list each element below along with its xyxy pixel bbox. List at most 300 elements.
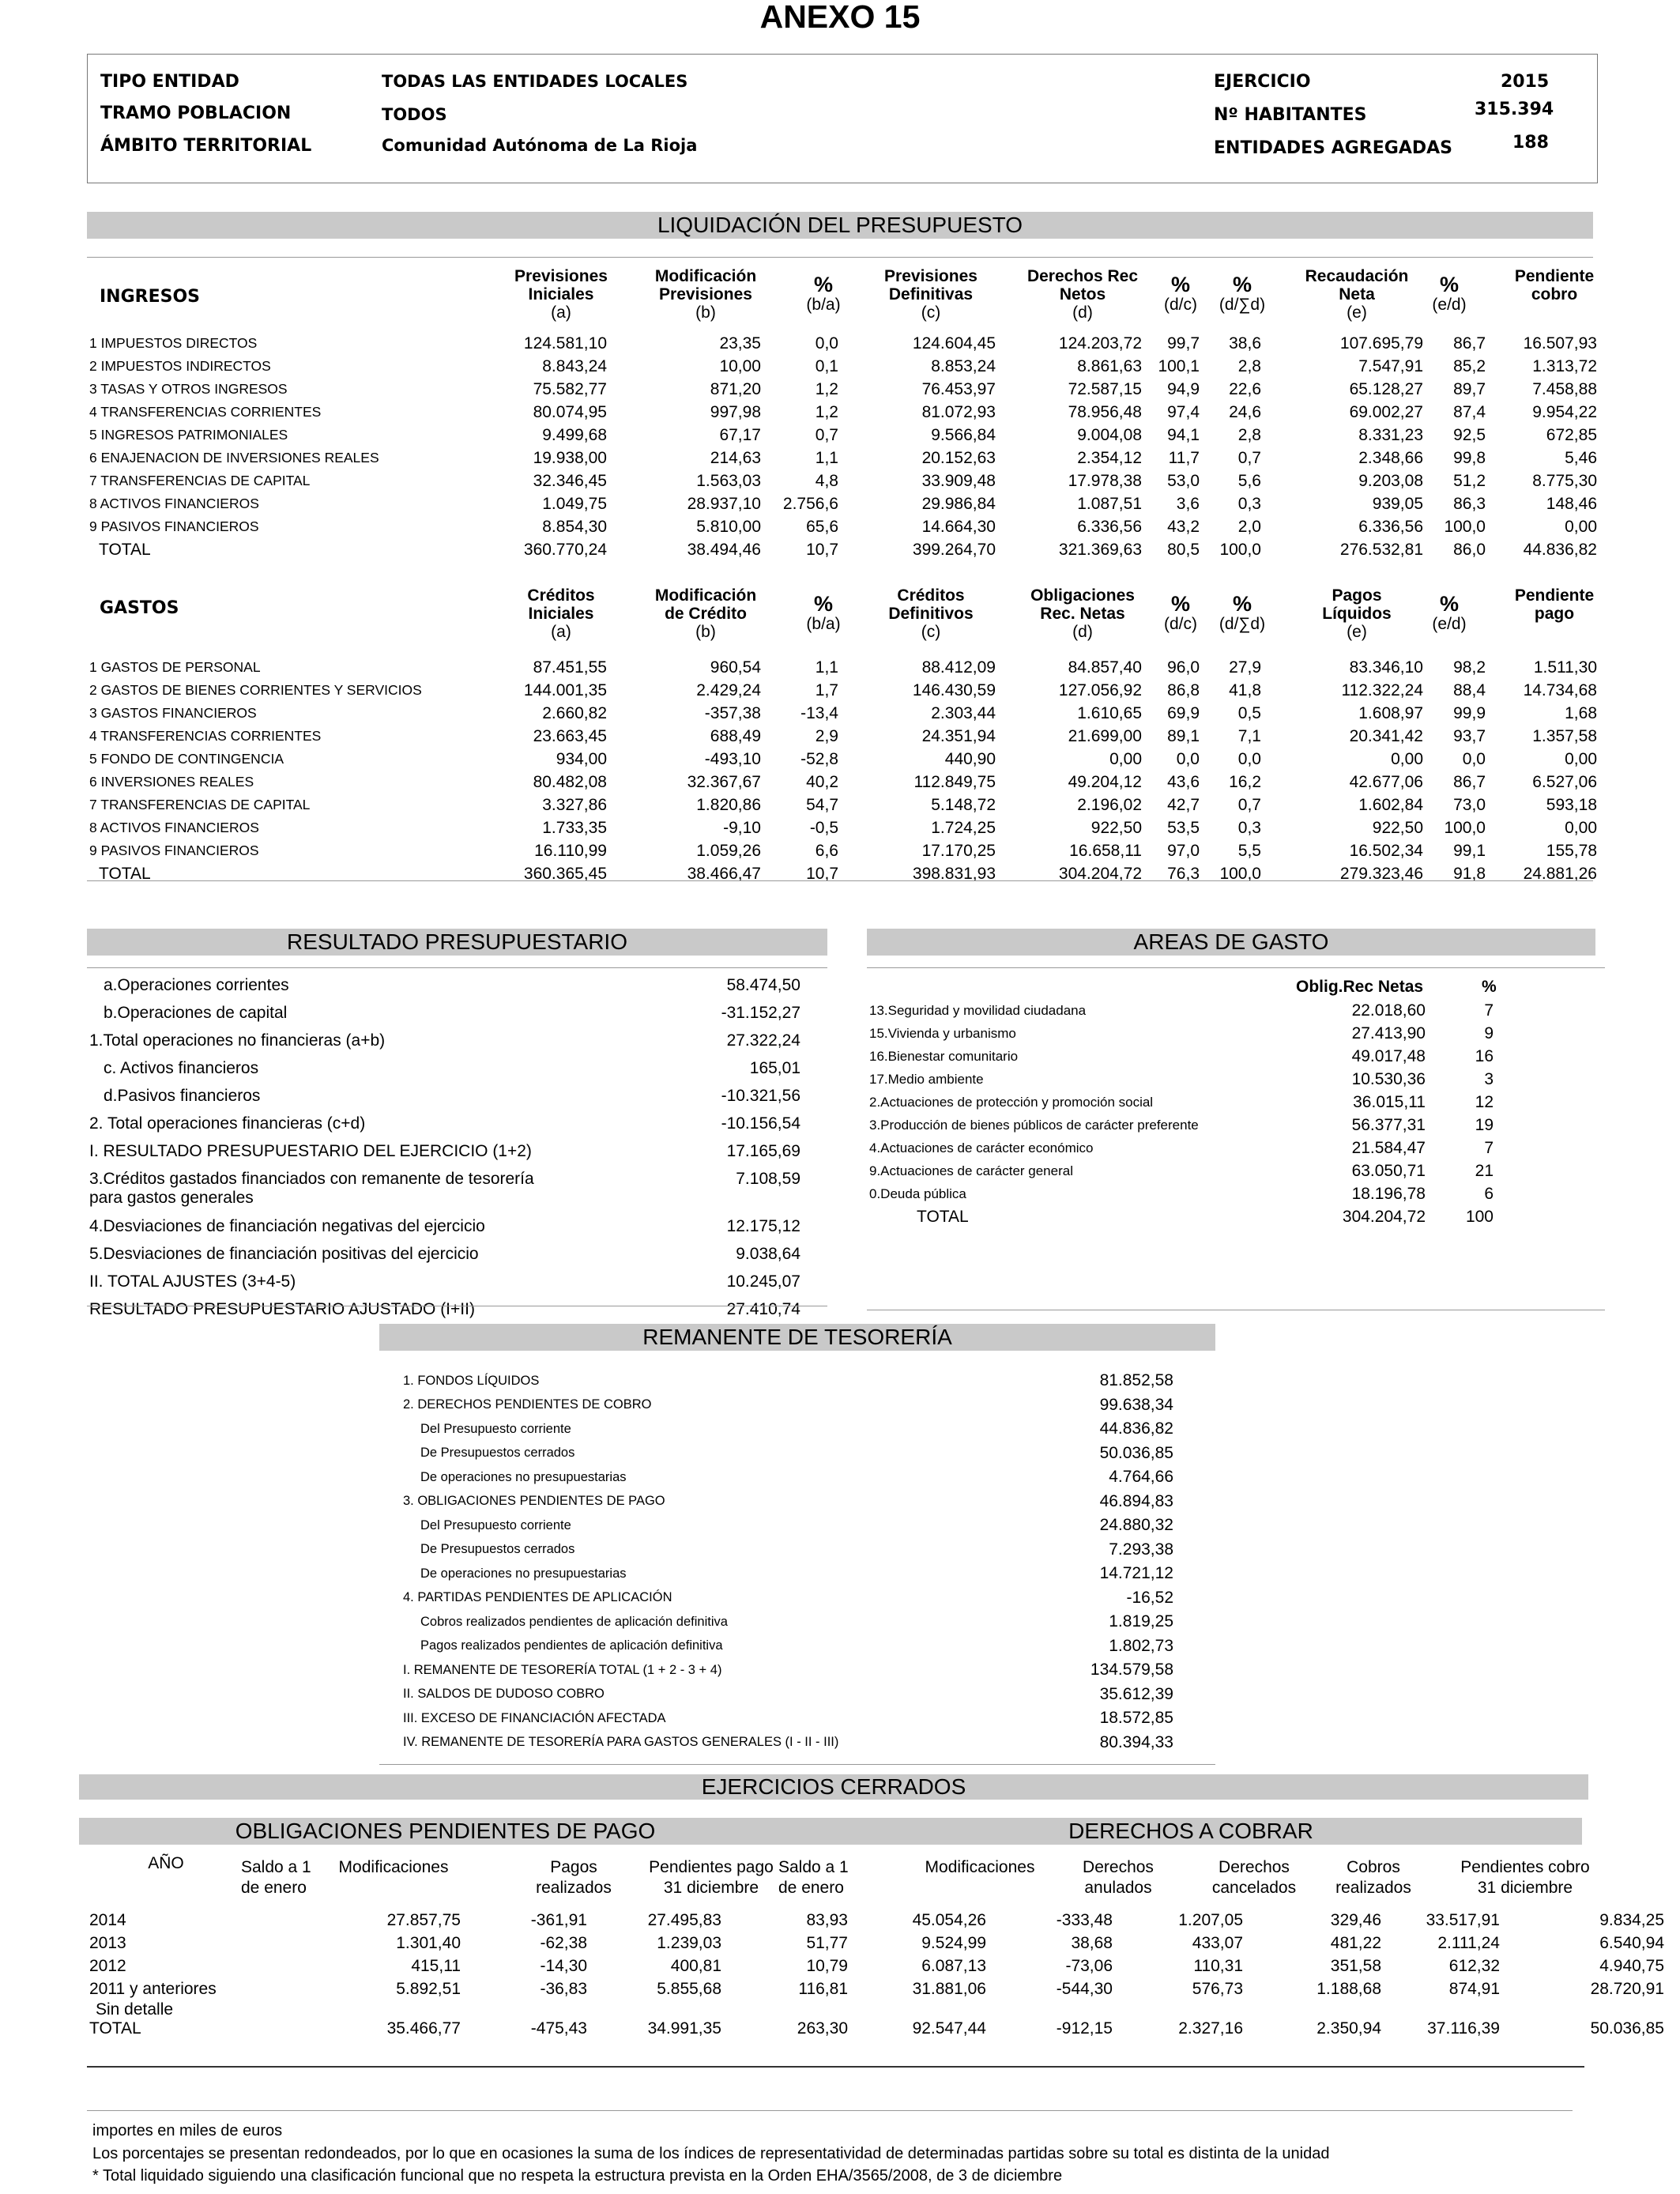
ejercicios-row bbox=[89, 1932, 1664, 1955]
ingresos-cell: 2.756,6 bbox=[782, 494, 838, 513]
ingresos-cell: 871,20 bbox=[710, 379, 761, 398]
gastos-header-line3: (a) bbox=[551, 623, 571, 641]
ejercicios-header-line1: Saldo a 1 bbox=[241, 1858, 311, 1876]
gastos-cell: 934,00 bbox=[556, 749, 607, 768]
remanente-row-label: Cobros realizados pendientes de aplicación definitiva bbox=[420, 1614, 728, 1629]
ejercicios-row-year: 2014 bbox=[89, 1910, 126, 1929]
ejercicios-cell: 1.207,05 bbox=[1178, 1910, 1243, 1929]
ingresos-cell: 1,2 bbox=[815, 379, 838, 398]
gastos-cell: 24.351,94 bbox=[921, 726, 996, 745]
remanente-row-label: III. EXCESO DE FINANCIACIÓN AFECTADA bbox=[403, 1710, 666, 1725]
ingresos-cell: 2,8 bbox=[1237, 425, 1261, 444]
ingresos-cell: 2,0 bbox=[1237, 517, 1261, 536]
resultado-row-label: 2. Total operaciones financieras (c+d) bbox=[89, 1114, 366, 1133]
ejercicios-cell: 433,07 bbox=[1192, 1933, 1243, 1952]
remanente-row bbox=[403, 1586, 1173, 1611]
gastos-header-6 bbox=[1211, 586, 1274, 633]
remanente-row bbox=[403, 1514, 1173, 1538]
ingresos-cell: 97,4 bbox=[1167, 402, 1200, 421]
resultado-row-value: 165,01 bbox=[749, 1059, 800, 1077]
ejercicios-total-label: TOTAL bbox=[89, 2019, 141, 2038]
ingresos-cell: 124.604,45 bbox=[912, 334, 996, 352]
ejercicios-cell: 83,93 bbox=[806, 1910, 848, 1929]
ingresos-cell: 100,0 bbox=[1444, 517, 1486, 536]
ejercicios-cell: 1.188,68 bbox=[1317, 1979, 1381, 1998]
ejercicios-cell bbox=[267, 2000, 461, 2019]
resultado-row-value: -10.321,56 bbox=[721, 1087, 800, 1105]
gastos-cell: 53,5 bbox=[1167, 818, 1200, 837]
ingresos-cell: 86,3 bbox=[1453, 494, 1486, 513]
gastos-cell: 16.502,34 bbox=[1349, 841, 1423, 860]
gastos-total-cell: 398.831,93 bbox=[912, 864, 996, 883]
ejercicios-header-line1: Derechos bbox=[1219, 1858, 1290, 1876]
gastos-cell: 1.733,35 bbox=[542, 818, 607, 837]
gastos-cell: 593,18 bbox=[1546, 795, 1597, 814]
entidades-agregadas-label: ENTIDADES AGREGADAS bbox=[1214, 138, 1452, 158]
gastos-cell: 5.148,72 bbox=[931, 795, 996, 814]
ejercicios-header-line1: Saldo a 1 bbox=[778, 1858, 849, 1876]
gastos-cell: 1.820,86 bbox=[696, 795, 761, 814]
gastos-header-0 bbox=[490, 586, 632, 641]
gastos-row bbox=[89, 748, 1597, 771]
remanente-row-label: 4. PARTIDAS PENDIENTES DE APLICACIÓN bbox=[403, 1590, 672, 1605]
ingresos-cell: 51,2 bbox=[1453, 471, 1486, 490]
areas-row bbox=[869, 1045, 1517, 1068]
gastos-cell: 16.110,99 bbox=[534, 841, 607, 860]
ejercicios-header-10 bbox=[1450, 1857, 1600, 1898]
gastos-cell: 2,9 bbox=[815, 726, 838, 745]
resultado-row-label: d.Pasivos financieros bbox=[104, 1087, 261, 1105]
gastos-cell: -13,4 bbox=[800, 703, 838, 722]
gastos-header-line1: % bbox=[1232, 592, 1252, 616]
gastos-cell: 1.357,58 bbox=[1532, 726, 1597, 745]
resultado-row bbox=[89, 1243, 800, 1271]
remanente-row-value: 7.293,38 bbox=[1109, 1540, 1173, 1559]
ejercicio-value: 2015 bbox=[1501, 72, 1550, 92]
ingresos-cell: 2.354,12 bbox=[1077, 448, 1142, 467]
resultado-row-value: 27.410,74 bbox=[726, 1300, 800, 1318]
ejercicios-header-line1: Cobros bbox=[1347, 1858, 1400, 1876]
remanente-bottom-rule bbox=[379, 1764, 1215, 1765]
gastos-cell: -357,38 bbox=[704, 703, 761, 722]
gastos-cell: 1.511,30 bbox=[1533, 658, 1597, 677]
ejercicios-total-cell: 2.350,94 bbox=[1317, 2019, 1381, 2038]
ejercicios-cell bbox=[986, 2000, 1113, 2019]
ingresos-cell: 9.954,22 bbox=[1532, 402, 1597, 421]
gastos-cell: 93,7 bbox=[1453, 726, 1486, 745]
resultado-row-label-cell bbox=[89, 1113, 627, 1140]
ingresos-cell: 86,7 bbox=[1453, 334, 1486, 352]
areas-total-label: TOTAL bbox=[917, 1207, 969, 1226]
gastos-header-1 bbox=[635, 586, 777, 641]
areas-row-pct: 16 bbox=[1475, 1046, 1494, 1065]
ingresos-header-line1: % bbox=[1232, 273, 1252, 296]
gastos-cell: 112.849,75 bbox=[913, 772, 996, 791]
ingresos-cell: 4,8 bbox=[815, 471, 838, 490]
ejercicios-total-cell: -912,15 bbox=[1056, 2019, 1113, 2038]
areas-row-label: 0.Deuda pública bbox=[869, 1186, 966, 1201]
gastos-cell: 6,6 bbox=[815, 841, 838, 860]
ejercicios-cell: 5.855,68 bbox=[657, 1979, 721, 1998]
ejercicios-cell: 415,11 bbox=[411, 1956, 461, 1975]
gastos-header-5 bbox=[1149, 586, 1212, 633]
ingresos-cell: 67,17 bbox=[719, 425, 761, 444]
habitantes-label: Nº HABITANTES bbox=[1214, 105, 1367, 125]
resultado-row-label: 1.Total operaciones no financieras (a+b) bbox=[89, 1031, 386, 1050]
ingresos-cell: 32.346,45 bbox=[533, 471, 607, 490]
ingresos-cell: 5,46 bbox=[1565, 448, 1597, 467]
ingresos-header-6 bbox=[1211, 267, 1274, 314]
ingresos-cell: 89,7 bbox=[1453, 379, 1486, 398]
ingresos-total-row bbox=[89, 538, 1597, 561]
areas-section-bar: AREAS DE GASTO bbox=[867, 929, 1595, 956]
remanente-row bbox=[403, 1706, 1173, 1731]
page-title: ANEXO 15 bbox=[759, 0, 921, 35]
gastos-total-cell: 38.466,47 bbox=[687, 864, 761, 883]
resultado-row-label-cell bbox=[89, 1299, 627, 1326]
ingresos-header-line3: (d/∑d) bbox=[1219, 296, 1266, 314]
gastos-cell: 89,1 bbox=[1167, 726, 1200, 745]
gastos-header-line1: % bbox=[1439, 592, 1459, 616]
gastos-header-line1: Obligaciones bbox=[1030, 586, 1135, 605]
areas-table bbox=[869, 999, 1517, 1228]
ejercicios-total-cell: 50.036,85 bbox=[1590, 2019, 1664, 2038]
ejercicios-total-cell: 35.466,77 bbox=[386, 2019, 461, 2038]
gastos-total-cell: 100,0 bbox=[1219, 864, 1261, 883]
remanente-row-value: 80.394,33 bbox=[1099, 1732, 1173, 1751]
ejercicios-cell: 110,31 bbox=[1193, 1956, 1243, 1975]
ejercicios-row bbox=[89, 1909, 1664, 1932]
ejercicios-total-cell: 34.991,35 bbox=[647, 2019, 721, 2038]
remanente-row-value: 24.880,32 bbox=[1099, 1516, 1173, 1535]
resultado-row-label-cell bbox=[89, 1002, 627, 1030]
gastos-total-cell: 304.204,72 bbox=[1058, 864, 1142, 883]
ejercicios-total-cell: 92.547,44 bbox=[912, 2019, 986, 2038]
gastos-cell: 0,00 bbox=[1565, 818, 1597, 837]
areas-total-row bbox=[869, 1205, 1517, 1228]
ejercicios-total-cell: 2.327,16 bbox=[1178, 2019, 1243, 2038]
gastos-cell: 42,7 bbox=[1167, 795, 1200, 814]
gastos-header-7 bbox=[1286, 586, 1428, 641]
remanente-row-value: 14.721,12 bbox=[1099, 1564, 1173, 1583]
ejercicios-cell: 38,68 bbox=[1071, 1933, 1113, 1952]
gastos-header-line1: Créditos bbox=[527, 586, 595, 605]
gastos-cell: 40,2 bbox=[806, 772, 838, 791]
remanente-row bbox=[403, 1465, 1173, 1490]
areas-row bbox=[869, 1022, 1517, 1045]
areas-col-pct-header: % bbox=[1482, 978, 1497, 996]
ingresos-cell: 7.547,91 bbox=[1358, 356, 1423, 375]
resultado-row bbox=[89, 1140, 800, 1168]
gastos-cell: 69,9 bbox=[1167, 703, 1200, 722]
areas-row bbox=[869, 1068, 1517, 1091]
ingresos-cell: 99,7 bbox=[1167, 334, 1200, 352]
resultado-row-label-cell bbox=[89, 1243, 627, 1271]
ejercicios-header-line1: AÑO bbox=[148, 1854, 184, 1872]
ingresos-cell: 1.049,75 bbox=[542, 494, 607, 513]
ingresos-cell: 5,6 bbox=[1237, 471, 1261, 490]
remanente-row-value: 1.802,73 bbox=[1109, 1636, 1173, 1655]
ingresos-row bbox=[89, 424, 1597, 447]
ingresos-cell: 8.775,30 bbox=[1532, 471, 1597, 490]
gastos-row bbox=[89, 725, 1597, 748]
ingresos-cell: 9.499,68 bbox=[542, 425, 607, 444]
gastos-total-cell: 76,3 bbox=[1167, 864, 1200, 883]
ejercicios-header-line1: Modificaciones bbox=[338, 1858, 449, 1876]
ingresos-cell: 99,8 bbox=[1453, 448, 1486, 467]
resultado-row-value: -10.156,54 bbox=[721, 1114, 800, 1133]
ingresos-header-line1: % bbox=[1170, 273, 1190, 296]
ingresos-cell: 19.938,00 bbox=[533, 448, 607, 467]
gastos-header-line2: Definitivos bbox=[888, 605, 974, 623]
ingresos-cell: 78.956,48 bbox=[1068, 402, 1142, 421]
resultado-row bbox=[89, 974, 800, 1002]
gastos-row-label: 6 INVERSIONES REALES bbox=[89, 774, 254, 790]
remanente-row-label: 3. OBLIGACIONES PENDIENTES DE PAGO bbox=[403, 1494, 665, 1509]
ingresos-cell: 20.152,63 bbox=[921, 448, 996, 467]
remanente-row bbox=[403, 1442, 1173, 1466]
ingresos-section-label: INGRESOS bbox=[100, 287, 201, 307]
ingresos-row bbox=[89, 447, 1597, 469]
gastos-cell: 32.367,67 bbox=[687, 772, 761, 791]
gastos-cell: 73,0 bbox=[1453, 795, 1486, 814]
remanente-row-label: I. REMANENTE DE TESORERÍA TOTAL (1 + 2 - 3 + 4) bbox=[403, 1662, 722, 1677]
remanente-row-value: 35.612,39 bbox=[1099, 1684, 1173, 1703]
gastos-cell: 146.430,59 bbox=[912, 680, 996, 699]
gastos-cell: 1.602,84 bbox=[1358, 795, 1423, 814]
gastos-cell: 3.327,86 bbox=[542, 795, 607, 814]
remanente-row-value: 81.852,58 bbox=[1099, 1371, 1173, 1390]
areas-total-value: 100 bbox=[1465, 1207, 1494, 1226]
ingresos-cell: 24,6 bbox=[1229, 402, 1261, 421]
resultado-row-label: I. RESULTADO PRESUPUESTARIO DEL EJERCICIO (1+2) bbox=[89, 1142, 532, 1160]
ejercicios-header-7 bbox=[1059, 1857, 1177, 1898]
areas-row bbox=[869, 1182, 1517, 1205]
gastos-header-line3: (d/c) bbox=[1164, 615, 1197, 633]
tramo-poblacion-label: TRAMO POBLACION bbox=[100, 104, 292, 123]
gastos-cell: 16.658,11 bbox=[1069, 841, 1142, 860]
gastos-header-line2: de Crédito bbox=[665, 605, 747, 623]
ingresos-cell: 11,7 bbox=[1168, 448, 1200, 467]
ingresos-cell: 8.853,24 bbox=[931, 356, 996, 375]
ejercicios-cell bbox=[461, 2000, 587, 2019]
gastos-cell: 27,9 bbox=[1229, 658, 1261, 677]
ejercicios-cell: -73,06 bbox=[1065, 1956, 1113, 1975]
ejercicios-header-3 bbox=[518, 1857, 629, 1898]
ingresos-cell: 1.313,72 bbox=[1532, 356, 1597, 375]
remanente-row-label: IV. REMANENTE DE TESORERÍA PARA GASTOS GENERALES (I - II - III) bbox=[403, 1735, 839, 1750]
ingresos-row-label: 7 TRANSFERENCIAS DE CAPITAL bbox=[89, 473, 311, 488]
ingresos-header-line2: Iniciales bbox=[528, 285, 594, 303]
gastos-cell: 0,0 bbox=[1176, 749, 1200, 768]
remanente-row bbox=[403, 1634, 1173, 1659]
gastos-cell: 1.608,97 bbox=[1358, 703, 1423, 722]
ingresos-cell: 72.587,15 bbox=[1068, 379, 1142, 398]
ejercicios-header-line1: Derechos bbox=[1083, 1858, 1154, 1876]
ambito-territorial-value: Comunidad Autónoma de La Rioja bbox=[382, 136, 698, 155]
gastos-cell: 2.303,44 bbox=[931, 703, 996, 722]
remanente-row bbox=[403, 1610, 1173, 1634]
gastos-cell: 144.001,35 bbox=[523, 680, 607, 699]
ingresos-cell: 22,6 bbox=[1229, 379, 1261, 398]
remanente-row-label: 1. FONDOS LÍQUIDOS bbox=[403, 1373, 540, 1388]
areas-row-label: 4.Actuaciones de carácter económico bbox=[869, 1140, 1094, 1155]
areas-row-label: 13.Seguridad y movilidad ciudadana bbox=[869, 1002, 1087, 1018]
areas-top-rule bbox=[867, 967, 1605, 968]
gastos-row-label: 2 GASTOS DE BIENES CORRIENTES Y SERVICIOS bbox=[89, 682, 422, 698]
ingresos-cell: 29.986,84 bbox=[921, 494, 996, 513]
ejercicio-label: EJERCICIO bbox=[1214, 72, 1311, 92]
gastos-total-row bbox=[89, 862, 1597, 885]
ingresos-row bbox=[89, 492, 1597, 515]
gastos-cell: 88,4 bbox=[1453, 680, 1486, 699]
ingresos-header-line2: Definitivas bbox=[888, 285, 974, 303]
gastos-header-line3: (c) bbox=[921, 623, 941, 641]
ingresos-cell: 9.004,08 bbox=[1077, 425, 1142, 444]
ingresos-cell: 8.331,23 bbox=[1358, 425, 1423, 444]
ejercicios-cell: 2.111,24 bbox=[1437, 1933, 1500, 1952]
ingresos-cell: 53,0 bbox=[1167, 471, 1200, 490]
ingresos-row bbox=[89, 515, 1597, 538]
ejercicios-cell: 33.517,91 bbox=[1426, 1910, 1500, 1929]
ejercicios-cell: 5.892,51 bbox=[396, 1979, 461, 1998]
ingresos-cell: 80.074,95 bbox=[533, 402, 607, 421]
ejercicios-header-line2: realizados bbox=[1335, 1879, 1411, 1897]
ingresos-total-cell: 44.836,82 bbox=[1523, 540, 1597, 559]
ingresos-cell: 107.695,79 bbox=[1339, 334, 1423, 352]
ejercicios-total-row bbox=[89, 2019, 1664, 2051]
gastos-cell: -0,5 bbox=[809, 818, 838, 837]
areas-row-amount: 22.018,60 bbox=[1351, 1001, 1426, 1020]
ingresos-cell: 5.810,00 bbox=[696, 517, 761, 536]
ingresos-cell: 3,6 bbox=[1176, 494, 1200, 513]
ingresos-cell: 8.843,24 bbox=[542, 356, 607, 375]
ejercicios-header-9 bbox=[1322, 1857, 1425, 1898]
resultado-row-value: 27.322,24 bbox=[726, 1031, 800, 1050]
gastos-row bbox=[89, 839, 1597, 862]
resultado-row bbox=[89, 1271, 800, 1299]
tipo-entidad-label: TIPO ENTIDAD bbox=[100, 72, 239, 92]
ingresos-cell: 94,9 bbox=[1167, 379, 1200, 398]
ingresos-cell: 92,5 bbox=[1453, 425, 1486, 444]
gastos-cell: 0,00 bbox=[1109, 749, 1142, 768]
resultado-row-value: 17.165,69 bbox=[726, 1142, 800, 1160]
ejercicios-row-year: 2011 y anteriores bbox=[89, 1979, 217, 1998]
ejercicios-header-line2: de enero bbox=[241, 1879, 307, 1897]
ingresos-total-cell: 399.264,70 bbox=[912, 540, 996, 559]
gastos-header-3 bbox=[860, 586, 1002, 641]
gastos-header-line3: (b) bbox=[695, 623, 716, 641]
ingresos-header-2 bbox=[792, 267, 855, 314]
resultado-row bbox=[89, 1085, 800, 1113]
gastos-cell: 43,6 bbox=[1167, 772, 1200, 791]
ejercicios-header-line1: Modificaciones bbox=[925, 1858, 1035, 1876]
gastos-cell: 23.663,45 bbox=[533, 726, 607, 745]
remanente-row-label: De Presupuestos cerrados bbox=[420, 1542, 575, 1557]
gastos-header-8 bbox=[1418, 586, 1481, 633]
ingresos-cell: 214,63 bbox=[710, 448, 761, 467]
ingresos-row bbox=[89, 332, 1597, 355]
gastos-cell: 1.724,25 bbox=[931, 818, 996, 837]
gastos-cell: 1,1 bbox=[815, 658, 838, 677]
resultado-row-label: 4.Desviaciones de financiación negativas del ejercicio bbox=[89, 1217, 485, 1235]
resultado-row-label: 5.Desviaciones de financiación positivas del ejercicio bbox=[89, 1245, 479, 1263]
resultado-row-label: 3.Créditos gastados financiados con remanente de tesorería bbox=[89, 1170, 534, 1188]
gastos-cell: -52,8 bbox=[800, 749, 838, 768]
resultado-row-value: 9.038,64 bbox=[736, 1245, 800, 1263]
remanente-row-value: 46.894,83 bbox=[1099, 1491, 1173, 1510]
ejercicios-header-2 bbox=[326, 1857, 461, 1878]
areas-row-pct: 6 bbox=[1484, 1184, 1494, 1203]
gastos-total-cell: 91,8 bbox=[1453, 864, 1486, 883]
ingresos-cell: 43,2 bbox=[1167, 517, 1200, 536]
remanente-row-value: -16,52 bbox=[1126, 1588, 1173, 1607]
resultado-row bbox=[89, 1168, 800, 1216]
ingresos-row bbox=[89, 355, 1597, 378]
gastos-row bbox=[89, 702, 1597, 725]
gastos-header-line1: % bbox=[813, 592, 833, 616]
ingresos-cell: 65.128,27 bbox=[1349, 379, 1423, 398]
ejercicios-cell bbox=[1243, 2000, 1381, 2019]
ingresos-header-line1: Modificación bbox=[654, 267, 757, 285]
ingresos-header-1 bbox=[635, 267, 777, 322]
resultado-row-label-cell bbox=[89, 1085, 627, 1113]
resultado-row-label: b.Operaciones de capital bbox=[104, 1004, 288, 1022]
ejercicios-cell: 51,77 bbox=[806, 1933, 848, 1952]
areas-row bbox=[869, 1091, 1517, 1114]
gastos-cell: 2.660,82 bbox=[542, 703, 607, 722]
remanente-row bbox=[403, 1417, 1173, 1442]
ejercicios-header-line2: 31 diciembre bbox=[1477, 1879, 1573, 1897]
ejercicios-cell bbox=[1381, 2000, 1500, 2019]
ejercicios-row-year: Sin detalle bbox=[96, 2000, 174, 2019]
ingresos-cell: 85,2 bbox=[1453, 356, 1486, 375]
ejercicios-cell: 1.301,40 bbox=[396, 1933, 461, 1952]
ingresos-cell: 10,00 bbox=[719, 356, 761, 375]
gastos-cell: 7,1 bbox=[1237, 726, 1261, 745]
resultado-row bbox=[89, 1030, 800, 1057]
gastos-cell: 155,78 bbox=[1546, 841, 1597, 860]
ingresos-total-cell: 321.369,63 bbox=[1058, 540, 1142, 559]
ingresos-total-cell: 100,0 bbox=[1219, 540, 1261, 559]
resultado-row bbox=[89, 1113, 800, 1140]
gastos-cell: -9,10 bbox=[723, 818, 761, 837]
ingresos-header-line1: Previsiones bbox=[514, 267, 608, 285]
ingresos-row-label: 2 IMPUESTOS INDIRECTOS bbox=[89, 358, 271, 374]
gastos-header-2 bbox=[792, 586, 855, 633]
resultado-row-value: 58.474,50 bbox=[726, 976, 800, 994]
areas-row-label: 15.Vivienda y urbanismo bbox=[869, 1025, 1016, 1041]
ejercicios-cell: -14,30 bbox=[540, 1956, 587, 1975]
gastos-cell: 127.056,92 bbox=[1058, 680, 1142, 699]
gastos-row-label: 9 PASIVOS FINANCIEROS bbox=[89, 843, 259, 858]
gastos-header-line1: Pagos bbox=[1332, 586, 1382, 605]
gastos-cell: 88.412,09 bbox=[921, 658, 996, 677]
resultado-section-bar: RESULTADO PRESUPUESTARIO bbox=[87, 929, 827, 956]
ejercicios-header-4 bbox=[640, 1857, 782, 1898]
gastos-cell: 21.699,00 bbox=[1068, 726, 1142, 745]
ingresos-cell: 65,6 bbox=[806, 517, 838, 536]
gastos-cell: -493,10 bbox=[704, 749, 761, 768]
ejercicios-cell: -361,91 bbox=[530, 1910, 587, 1929]
gastos-cell: 14.734,68 bbox=[1523, 680, 1597, 699]
ejercicios-header-8 bbox=[1195, 1857, 1313, 1898]
gastos-total-cell: 24.881,26 bbox=[1523, 864, 1597, 883]
ingresos-cell: 0,1 bbox=[815, 356, 838, 375]
gastos-cell: 80.482,08 bbox=[533, 772, 607, 791]
ejercicios-header-6 bbox=[913, 1857, 1047, 1878]
ejercicios-cell: 45.054,26 bbox=[912, 1910, 986, 1929]
